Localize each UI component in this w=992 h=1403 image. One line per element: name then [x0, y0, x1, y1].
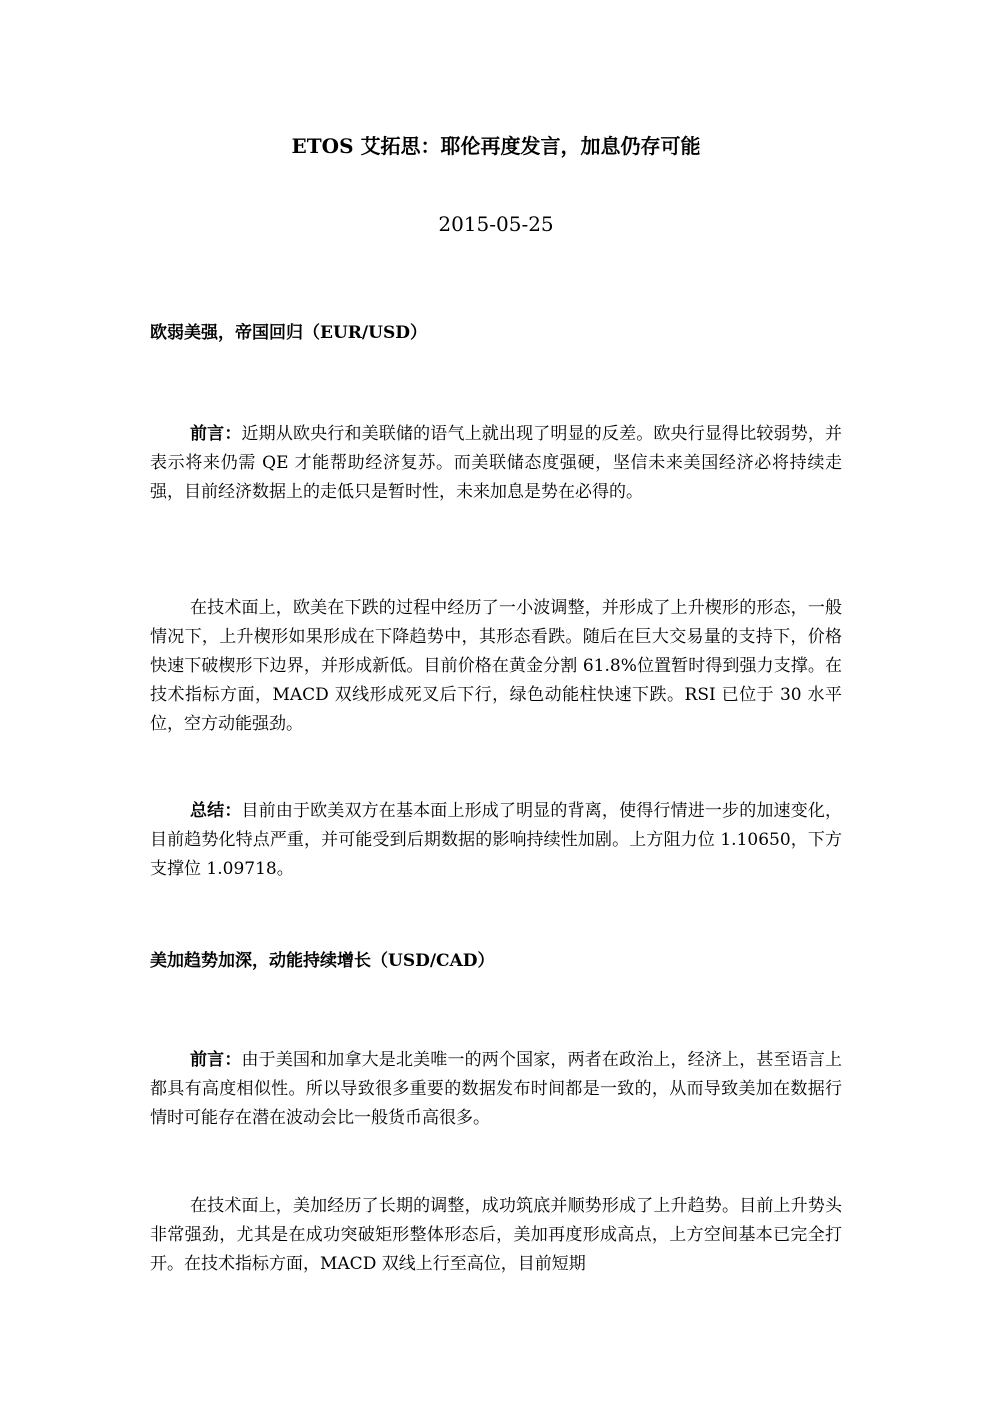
- paragraph-preface-usdcad: [150, 1046, 842, 1133]
- preface-label: 前言：: [190, 1050, 242, 1070]
- paragraph-technical-eurusd: 在技术面上，欧美在下跌的过程中经历了一小波调整，并形成了上升楔形的形态，一般情况下，上升楔形如果形成在下降趋势中，其形态看跌。随后在巨大交易量的支持下，价格快速下破楔形下边界，并形成新低。目前价格在黄金分割 61.8%位置暂时得到强力支撑。在技术指标方面，MACD 双线形成死叉后下行，绿色动能柱快速下跌。RSI 已位于 30 水平位，空方动能强劲。: [150, 598, 842, 734]
- document-date: 2015-05-25: [438, 212, 554, 236]
- summary-label: 总结：: [190, 801, 242, 821]
- preface-text: 近期从欧央行和美联储的语气上就出现了明显的反差。欧央行显得比较弱势，并表示将来仍需 QE 才能帮助经济复苏。而美联储态度强硬，坚信未来美国经济必将持续走强，目前经济数据上的走低只是暂时性，未来加息是势在必得的。: [150, 424, 843, 502]
- paragraph-preface-eurusd: [150, 420, 842, 507]
- preface-text: 由于美国和加拿大是北美唯一的两个国家，两者在政治上，经济上，甚至语言上都具有高度相似性。所以导致很多重要的数据发布时间都是一致的，从而导致美加在数据行情时可能存在潜在波动会比一般货币高很多。: [150, 1050, 843, 1128]
- paragraph-summary-eurusd: [150, 797, 842, 884]
- paragraph-technical-usdcad: 在技术面上，美加经历了长期的调整，成功筑底并顺势形成了上升趋势。目前上升势头非常强劲，尤其是在成功突破矩形整体形态后，美加再度形成高点，上方空间基本已完全打开。在技术指标方面，MACD 双线上行至高位，目前短期: [150, 1196, 842, 1274]
- preface-label: 前言：: [190, 424, 242, 444]
- document-title: ETOS 艾拓思：耶伦再度发言，加息仍存可能: [291, 134, 701, 158]
- section-heading-eurusd: 欧弱美强，帝国回归（EUR/USD）: [150, 323, 427, 343]
- summary-text: 目前由于欧美双方在基本面上形成了明显的背离，使得行情进一步的加速变化，目前趋势化特点严重，并可能受到后期数据的影响持续性加剧。上方阻力位 1.10650，下方支撑位 1.09718。: [150, 801, 843, 879]
- section-heading-usdcad: 美加趋势加深，动能持续增长（USD/CAD）: [150, 951, 495, 971]
